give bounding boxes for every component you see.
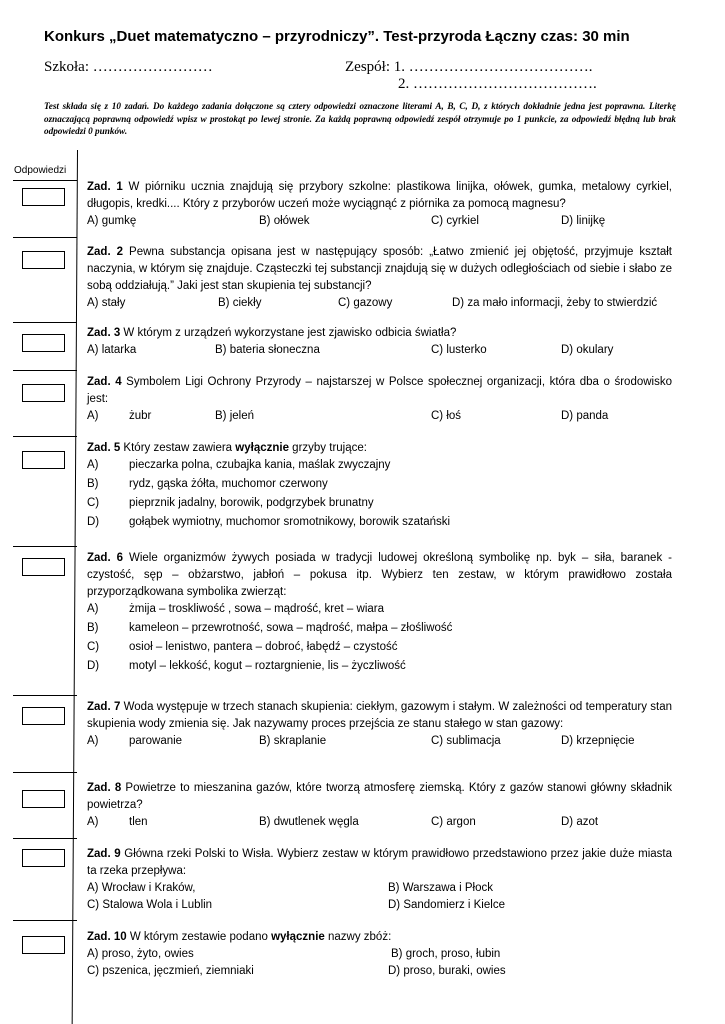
divider (13, 838, 77, 839)
question-number: Zad. 8 (87, 782, 122, 794)
option-label: D) (87, 516, 100, 528)
option-a-label: A) (87, 816, 99, 828)
question-number: Zad. 1 (87, 181, 123, 193)
question-1 (87, 179, 672, 230)
option-b: rydz, gąska żółta, muchomor czerwony (129, 478, 328, 490)
question-text: Pewna substancja opisana jest w następujący sposób: „Łatwo zmienić jej objętość, przyjmuje kształt naczynia, w którym się znajduje. Cząsteczki tej substancji znajdują się w dużych odległościach od siebie i słabo ze sobą oddziałują.” Jaki jest stan skupienia tej substancji? (87, 246, 672, 292)
option-label: D) (87, 660, 100, 672)
option-a: pieczarka polna, czubajka kania, maślak zwyczajny (129, 459, 391, 471)
answer-column-divider (72, 150, 78, 1024)
option-d: D) linijkę (561, 215, 606, 227)
page-title: Konkurs „Duet matematyczno – przyrodniczy”. Test-przyroda Łączny czas: 30 min (44, 28, 630, 45)
option-a: parowanie (129, 735, 183, 747)
answers-column-label: Odpowiedzi (14, 165, 67, 176)
option-label: B) (87, 622, 99, 634)
option-c: C) argon (431, 816, 476, 828)
team-member-2-field[interactable]: 2. ………………………………. (398, 76, 597, 92)
divider (13, 180, 77, 181)
option-c: pieprznik jadalny, borowik, podgrzybek brunatny (129, 497, 374, 509)
option-label: C) (87, 641, 100, 653)
divider (13, 695, 77, 696)
option-d: D) proso, buraki, owies (388, 965, 506, 977)
school-field[interactable]: Szkoła: …………………… (44, 59, 213, 75)
question-text: Woda występuje w trzech stanach skupienia: ciekłym, gazowym i stałym. W zależności od temperatury stan skupienia wody zmienia się. Jak nazywamy proces przejścia ze stanu stałego w stan gazowy: (87, 701, 673, 730)
option-a: tlen (129, 816, 148, 828)
option-a: żubr (129, 410, 152, 422)
instructions: Test składa się z 10 zadań. Do każdego zadania dołączone są cztery odpowiedzi oznaczone literami A, B, C, D, z których dokładnie jedna jest poprawna. Literkę oznaczającą poprawną odpowiedź wpisz w prostokąt po lewej stronie. Za każdą poprawną odpowiedź zespół otrzymuje po 1 punkcie, za odpowiedź błędną lub brak odpowiedzi 0 punków. (44, 101, 676, 136)
option-a: A) proso, żyto, owies (87, 948, 194, 960)
question-text: Wiele organizmów żywych posiada w tradycji ludowej określoną symbolikę np. byk – siła, baranek - czystość, sęp – obżarstwo, jabłoń – pokusa itp. Wybierz ten zestaw, w którym prawidłowo została przyporządkowana symbolika zwierząt: (87, 552, 672, 598)
question-number: Zad. 2 (87, 246, 124, 258)
option-label: A) (87, 459, 99, 471)
divider (13, 920, 77, 921)
answer-box-5[interactable] (22, 451, 65, 469)
question-4 (87, 374, 672, 425)
question-text: W którym z urządzeń wykorzystane jest zjawisko odbicia światła? (120, 327, 457, 339)
question-2 (87, 244, 672, 312)
option-b: kameleon – przewrotność, sowa – mądrość, małpa – złośliwość (129, 622, 453, 634)
option-b: B) groch, proso, łubin (391, 948, 501, 960)
option-label: B) (87, 478, 99, 490)
option-c: C) pszenica, jęczmień, ziemniaki (87, 965, 254, 977)
option-d: gołąbek wymiotny, muchomor sromotnikowy, borowik szatański (129, 516, 451, 528)
option-a: A) stały (87, 297, 126, 309)
option-a: A) Wrocław i Kraków, (87, 882, 196, 894)
question-text: W którym zestawie podano (126, 931, 272, 943)
answer-box-1[interactable] (22, 188, 65, 206)
option-d: D) panda (561, 410, 609, 422)
divider (13, 772, 77, 773)
question-3 (87, 325, 672, 359)
option-b: B) ciekły (218, 297, 262, 309)
option-b: B) jeleń (215, 410, 254, 422)
question-text: W piórniku ucznia znajdują się przybory szkolne: plastikowa linijka, ołówek, gumka, metalowy cyrkiel, długopis, kredki.... Który z przyborów uczeń może wyciągnąć z piórnika za pomocą magnesu? (87, 181, 673, 210)
divider (13, 436, 77, 437)
answer-box-9[interactable] (22, 849, 65, 867)
option-c: C) gazowy (338, 297, 393, 309)
team-member-1-field[interactable]: Zespół: 1. ………………………………. (345, 59, 593, 75)
question-10 (87, 929, 672, 980)
option-c: C) łoś (431, 410, 462, 422)
option-d: D) Sandomierz i Kielce (388, 899, 505, 911)
option-a: żmija – troskliwość , sowa – mądrość, kret – wiara (129, 603, 384, 615)
option-b: B) bateria słoneczna (215, 344, 320, 356)
question-text: nazwy zbóż: (324, 931, 392, 943)
option-a-label: A) (87, 410, 99, 422)
option-d: D) za mało informacji, żeby to stwierdzić (452, 297, 658, 309)
option-d: D) krzepnięcie (561, 735, 635, 747)
option-c: C) Stalowa Wola i Lublin (87, 899, 213, 911)
option-b: B) ołówek (259, 215, 310, 227)
question-number: Zad. 10 (87, 931, 127, 943)
answer-box-4[interactable] (22, 384, 65, 402)
question-number: Zad. 3 (87, 327, 121, 339)
option-c: osioł – lenistwo, pantera – dobroć, łabędź – czystość (129, 641, 398, 653)
question-number: Zad. 9 (87, 848, 121, 860)
option-c: C) sublimacja (431, 735, 501, 747)
answer-box-8[interactable] (22, 790, 65, 808)
question-5 (87, 440, 672, 533)
question-text: Który zestaw zawiera (120, 442, 236, 454)
option-a: A) latarka (87, 344, 137, 356)
answer-box-3[interactable] (22, 334, 65, 352)
question-6 (87, 550, 672, 677)
question-number: Zad. 7 (87, 701, 121, 713)
answer-box-2[interactable] (22, 251, 65, 269)
divider (13, 322, 77, 323)
question-text: Powietrze to mieszanina gazów, które tworzą atmosferę ziemską. Który z gazów stanowi główny składnik powietrza? (87, 782, 672, 811)
option-d: D) okulary (561, 344, 614, 356)
divider (13, 546, 77, 547)
option-b: B) skraplanie (259, 735, 327, 747)
option-label: C) (87, 497, 100, 509)
answer-box-7[interactable] (22, 707, 65, 725)
answer-box-6[interactable] (22, 558, 65, 576)
option-a: A) gumkę (87, 215, 137, 227)
answer-box-10[interactable] (22, 936, 65, 954)
option-a-label: A) (87, 735, 99, 747)
question-text-emphasis: wyłącznie (271, 931, 325, 943)
question-text: Symbolem Ligi Ochrony Przyrody – najstarszej w Polsce społecznej organizacji, która dba o środowisko jest: (87, 376, 672, 405)
question-7 (87, 699, 672, 750)
divider (13, 370, 77, 371)
question-number: Zad. 4 (87, 376, 122, 388)
option-d: D) azot (561, 816, 599, 828)
question-9 (87, 846, 672, 914)
option-b: B) Warszawa i Płock (388, 882, 494, 894)
question-number: Zad. 6 (87, 552, 123, 564)
option-b: B) dwutlenek węgla (259, 816, 359, 828)
option-d: motyl – lekkość, kogut – roztargnienie, lis – życzliwość (129, 660, 406, 672)
question-text: Główna rzeki Polski to Wisła. Wybierz zestaw w którym prawidłowo przedstawiono przez jakie duże miasta ta rzeka przepływa: (87, 848, 672, 877)
option-label: A) (87, 603, 99, 615)
divider (13, 237, 77, 238)
question-8 (87, 780, 672, 831)
option-c: C) lusterko (431, 344, 487, 356)
question-text: grzyby trujące: (288, 442, 367, 454)
question-number: Zad. 5 (87, 442, 121, 454)
option-c: C) cyrkiel (431, 215, 479, 227)
question-text-emphasis: wyłącznie (235, 442, 289, 454)
